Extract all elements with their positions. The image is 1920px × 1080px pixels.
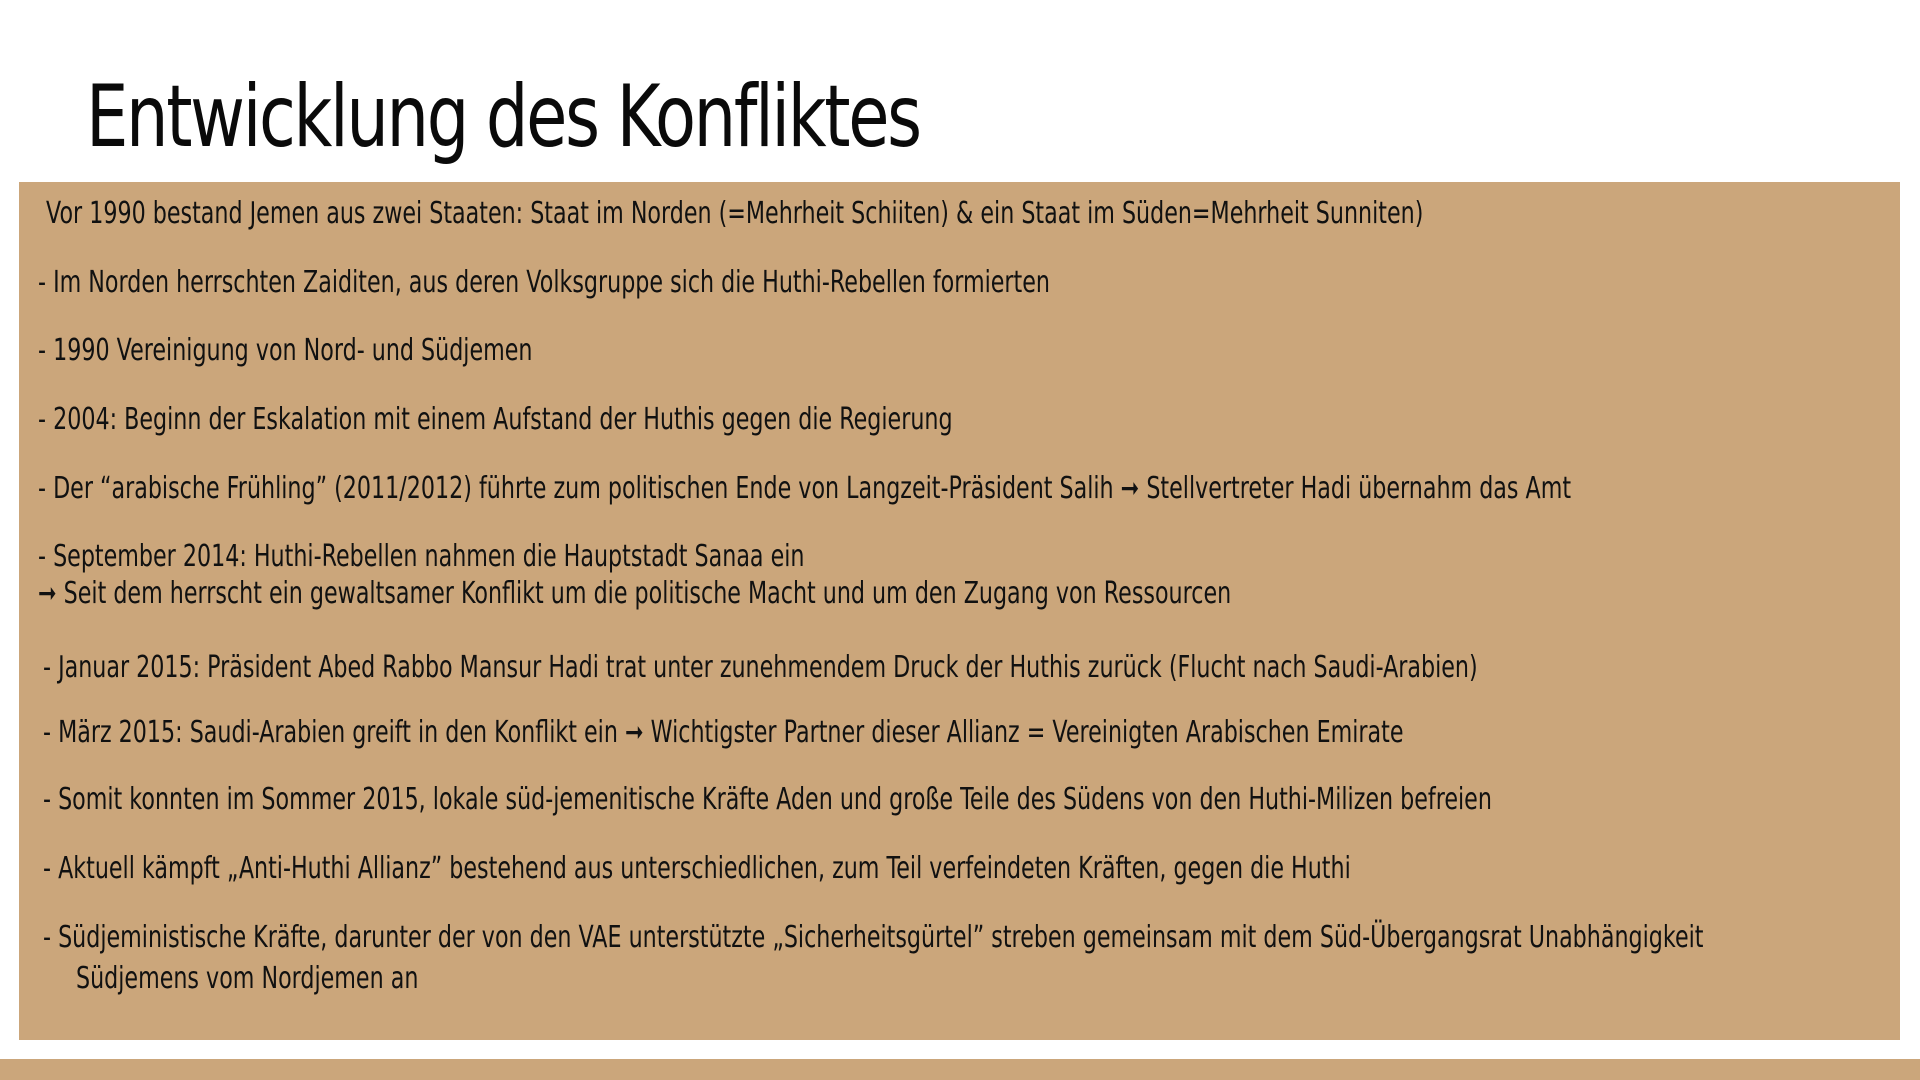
bullet-september-2014: - September 2014: Huthi-Rebellen nahmen die Hauptstadt Sanaa ein	[38, 539, 805, 574]
bullet-2004-eskalation: - 2004: Beginn der Eskalation mit einem Aufstand der Huthis gegen die Regierung	[38, 402, 953, 437]
bullet-zaiditen: - Im Norden herrschten Zaiditen, aus deren Volksgruppe sich die Huthi-Rebellen formierten	[38, 265, 1050, 300]
bullet-suedjemen-kraefte-continued: Südjemens vom Nordjemen an	[76, 961, 419, 996]
bullet-arabischer-fruehling: - Der “arabische Frühling” (2011/2012) führte zum politischen Ende von Langzeit-Präsident Salih ➞ Stellvertreter Hadi übernahm das Amt	[38, 471, 1572, 506]
bullet-januar-2015: - Januar 2015: Präsident Abed Rabbo Mansur Hadi trat unter zunehmendem Druck der Huthis zurück (Flucht nach Saudi-Arabien)	[43, 650, 1478, 685]
content-box	[19, 182, 1900, 1040]
bullet-sommer-2015: - Somit konnten im Sommer 2015, lokale süd-jemenitische Kräfte Aden und große Teile des Südens von den Huthi-Milizen befreien	[43, 782, 1492, 817]
bullet-anti-huthi-allianz: - Aktuell kämpft „Anti-Huthi Allianz” bestehend aus unterschiedlichen, zum Teil verfeindeten Kräften, gegen die Huthi	[43, 851, 1351, 886]
bullet-maerz-2015: - März 2015: Saudi-Arabien greift in den Konflikt ein ➞ Wichtigster Partner dieser Allianz = Vereinigten Arabischen Emirate	[43, 715, 1404, 750]
bullet-suedjemen-kraefte: - Südjeministische Kräfte, darunter der von den VAE unterstützte „Sicherheitsgürtel” streben gemeinsam mit dem Süd-Übergangsrat Unabhängigkeit	[43, 920, 1704, 955]
slide-title: Entwicklung des Konfliktes	[86, 67, 920, 167]
bottom-accent-band	[0, 1059, 1920, 1080]
bullet-konflikt-folge: ➞ Seit dem herrscht ein gewaltsamer Konflikt um die politische Macht und um den Zugang von Ressourcen	[38, 576, 1232, 611]
text-line-intro: Vor 1990 bestand Jemen aus zwei Staaten: Staat im Norden (=Mehrheit Schiiten) & ein Staat im Süden=Mehrheit Sunniten)	[46, 196, 1424, 231]
bullet-1990-vereinigung: - 1990 Vereinigung von Nord- und Südjemen	[38, 333, 533, 368]
